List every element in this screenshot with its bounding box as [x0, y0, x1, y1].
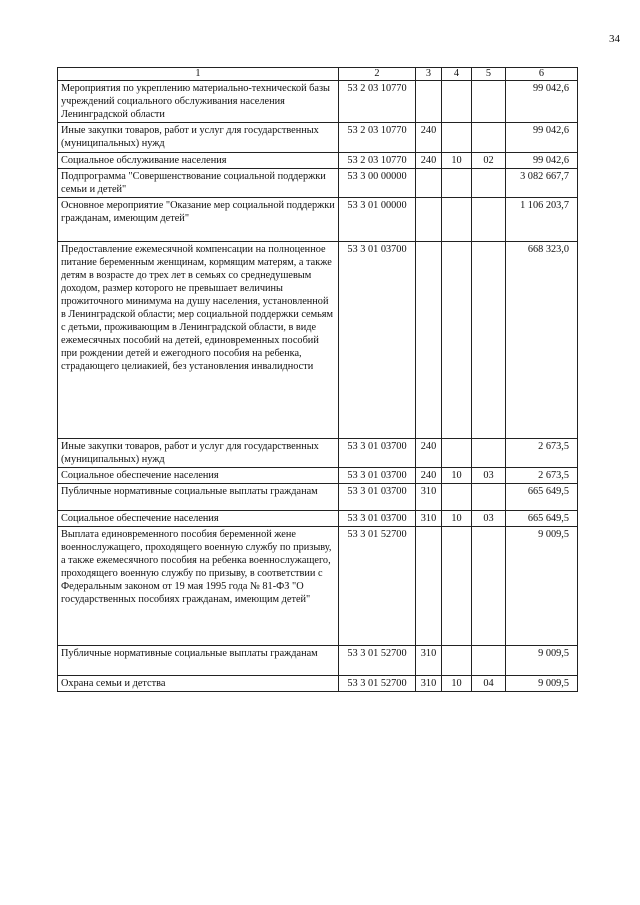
expense-type-cell: [416, 198, 442, 242]
amount-cell: 665 649,5: [506, 484, 578, 511]
section-cell: 10: [442, 153, 472, 169]
amount-cell: 2 673,5: [506, 439, 578, 468]
expense-type-cell: 240: [416, 468, 442, 484]
amount-cell: 9 009,5: [506, 527, 578, 646]
header-cell: 1: [58, 68, 339, 81]
target-code-cell: 53 3 01 03700: [339, 484, 416, 511]
subsection-cell: [472, 123, 506, 153]
amount-cell: 99 042,6: [506, 123, 578, 153]
subsection-cell: [472, 242, 506, 439]
subsection-cell: [472, 646, 506, 676]
row-name-cell: Социальное обслуживание населения: [58, 153, 339, 169]
subsection-cell: [472, 169, 506, 198]
header-cell: 2: [339, 68, 416, 81]
target-code-cell: 53 3 01 03700: [339, 468, 416, 484]
section-cell: [442, 123, 472, 153]
expense-type-cell: [416, 169, 442, 198]
amount-cell: 665 649,5: [506, 511, 578, 527]
section-cell: [442, 198, 472, 242]
expense-type-cell: 240: [416, 153, 442, 169]
table-row: [58, 242, 578, 439]
amount-cell: 1 106 203,7: [506, 198, 578, 242]
row-name-cell: Социальное обеспечение населения: [58, 511, 339, 527]
section-cell: 10: [442, 511, 472, 527]
row-name-cell: Публичные нормативные социальные выплаты гражданам: [58, 484, 339, 511]
target-code-cell: 53 3 00 00000: [339, 169, 416, 198]
table-row: [58, 676, 578, 692]
section-cell: [442, 527, 472, 646]
section-cell: [442, 169, 472, 198]
section-cell: [442, 439, 472, 468]
subsection-cell: 03: [472, 468, 506, 484]
section-cell: [442, 81, 472, 123]
table-row: [58, 646, 578, 676]
amount-cell: 2 673,5: [506, 468, 578, 484]
expense-type-cell: 310: [416, 484, 442, 511]
amount-cell: 99 042,6: [506, 153, 578, 169]
section-cell: [442, 646, 472, 676]
row-name-cell: Охрана семьи и детства: [58, 676, 339, 692]
expense-type-cell: [416, 527, 442, 646]
header-cell: 6: [506, 68, 578, 81]
subsection-cell: [472, 81, 506, 123]
amount-cell: 9 009,5: [506, 646, 578, 676]
table-row: [58, 81, 578, 123]
row-name-cell: Иные закупки товаров, работ и услуг для государственных (муниципальных) нужд: [58, 439, 339, 468]
row-name-cell: Публичные нормативные социальные выплаты гражданам: [58, 646, 339, 676]
subsection-cell: 02: [472, 153, 506, 169]
expense-type-cell: 240: [416, 439, 442, 468]
header-cell: 5: [472, 68, 506, 81]
subsection-cell: [472, 439, 506, 468]
subsection-cell: [472, 527, 506, 646]
target-code-cell: 53 2 03 10770: [339, 81, 416, 123]
header-cell: 4: [442, 68, 472, 81]
page-number: 34: [609, 33, 620, 45]
row-name-cell: Предоставление ежемесячной компенсации на полноценное питание беременным женщинам, кормящим матерям, а также детям в возрасте до трех лет в семьях со среднедушевым доходом, размер которого не превышает величины прожиточного минимума на душу населения, установленной в Ленинградской области; мер социальной поддержки семьям с детьми, проживающим в Ленинградской области, в виде ежемесячных пособий на детей, единовременных пособий при рождении детей и ежегодного пособия на ребенка, страдающего целиакией, без установления инвалидности: [58, 242, 339, 439]
section-cell: [442, 242, 472, 439]
table-row: [58, 153, 578, 169]
expense-type-cell: 310: [416, 676, 442, 692]
table-row: [58, 511, 578, 527]
table-row: [58, 439, 578, 468]
row-name-cell: Мероприятия по укреплению материально-технической базы учреждений социального обслуживания населения Ленинградской области: [58, 81, 339, 123]
expense-type-cell: [416, 242, 442, 439]
target-code-cell: 53 2 03 10770: [339, 123, 416, 153]
amount-cell: 668 323,0: [506, 242, 578, 439]
row-name-cell: Социальное обеспечение населения: [58, 468, 339, 484]
section-cell: 10: [442, 676, 472, 692]
header-row: [58, 68, 578, 81]
row-name-cell: Основное мероприятие "Оказание мер социальной поддержки гражданам, имеющим детей": [58, 198, 339, 242]
row-name-cell: Подпрограмма "Совершенствование социальной поддержки семьи и детей": [58, 169, 339, 198]
table-row: [58, 198, 578, 242]
amount-cell: 9 009,5: [506, 676, 578, 692]
target-code-cell: 53 3 01 00000: [339, 198, 416, 242]
amount-cell: 99 042,6: [506, 81, 578, 123]
subsection-cell: [472, 198, 506, 242]
expense-type-cell: 310: [416, 646, 442, 676]
table-row: [58, 169, 578, 198]
target-code-cell: 53 3 01 03700: [339, 511, 416, 527]
target-code-cell: 53 3 01 03700: [339, 242, 416, 439]
target-code-cell: 53 3 01 52700: [339, 676, 416, 692]
section-cell: [442, 484, 472, 511]
target-code-cell: 53 2 03 10770: [339, 153, 416, 169]
target-code-cell: 53 3 01 52700: [339, 527, 416, 646]
amount-cell: 3 082 667,7: [506, 169, 578, 198]
target-code-cell: 53 3 01 03700: [339, 439, 416, 468]
row-name-cell: Выплата единовременного пособия беременной жене военнослужащего, проходящего военную службу по призыву, а также ежемесячного пособия на ребенка военнослужащего, проходящего военную службу по призыву, в соответствии с Федеральным законом от 19 мая 1995 года № 81-ФЗ "О государственных пособиях гражданам, имеющим детей": [58, 527, 339, 646]
subsection-cell: 04: [472, 676, 506, 692]
target-code-cell: 53 3 01 52700: [339, 646, 416, 676]
row-name-cell: Иные закупки товаров, работ и услуг для государственных (муниципальных) нужд: [58, 123, 339, 153]
expense-type-cell: [416, 81, 442, 123]
table-row: [58, 527, 578, 646]
table-row: [58, 468, 578, 484]
table-row: [58, 484, 578, 511]
header-cell: 3: [416, 68, 442, 81]
budget-table: [57, 67, 578, 692]
table-row: [58, 123, 578, 153]
expense-type-cell: 240: [416, 123, 442, 153]
section-cell: 10: [442, 468, 472, 484]
expense-type-cell: 310: [416, 511, 442, 527]
subsection-cell: [472, 484, 506, 511]
subsection-cell: 03: [472, 511, 506, 527]
